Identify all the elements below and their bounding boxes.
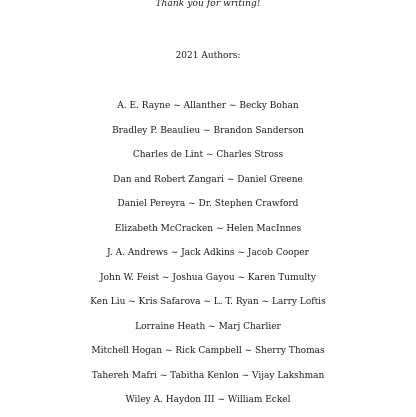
- author-line: Ken Liu ~ Kris Safarova ~ L. T. Ryan ~ Larry Loftis: [90, 297, 326, 307]
- author-line: Charles de Lint ~ Charles Stross: [132, 150, 284, 160]
- author-line: Dan and Robert Zangari ~ Daniel Greene: [113, 174, 303, 185]
- thank-you-message: Thank you for writing!: [155, 0, 261, 9]
- author-line: Elizabeth McCracken ~ Helen MacInnes: [114, 223, 302, 234]
- authors-heading: 2021 Authors:: [175, 51, 241, 61]
- author-line: John W. Feist ~ Joshua Gayou ~ Karen Tumulty: [100, 272, 316, 283]
- author-list: [0, 94, 416, 413]
- author-line: Mitchell Hogan ~ Rick Campbell ~ Sherry Thomas: [91, 346, 325, 356]
- author-line: Daniel Pereyra ~ Dr. Stephen Crawford: [117, 199, 299, 209]
- author-line: J. A. Andrews ~ Jack Adkins ~ Jacob Cooper: [107, 248, 309, 258]
- author-line: Bradley P. Beaulieu ~ Brandon Sanderson: [112, 125, 304, 136]
- author-line: Lorraine Heath ~ Marj Charlier: [135, 321, 281, 332]
- author-line: A. E. Rayne ~ Allanther ~ Becky Bohan: [117, 101, 299, 111]
- author-line: Tahereh Mafri ~ Tabitha Kenlon ~ Vijay Lakshman: [91, 370, 325, 381]
- author-line: Wiley A. Haydon III ~ William Eckel: [125, 395, 291, 405]
